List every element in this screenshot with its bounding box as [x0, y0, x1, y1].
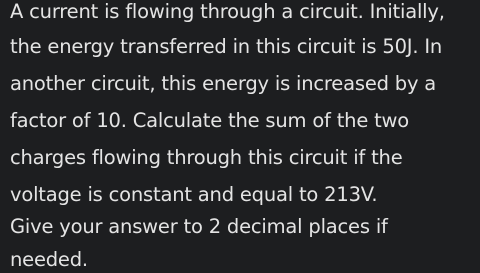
question-line: factor of 10. Calculate the sum of the two [10, 109, 410, 132]
question-line: needed. [10, 248, 88, 271]
question-line: the energy transferred in this circuit is 50J. In [10, 35, 443, 58]
question-line: charges flowing through this circuit if the [10, 146, 403, 169]
question-line: Give your answer to 2 decimal places if [10, 215, 388, 238]
question-line: A current is flowing through a circuit. Initially, [10, 0, 445, 23]
question-line: another circuit, this energy is increased by a [10, 72, 437, 95]
question-line: voltage is constant and equal to 213V. [10, 183, 378, 206]
